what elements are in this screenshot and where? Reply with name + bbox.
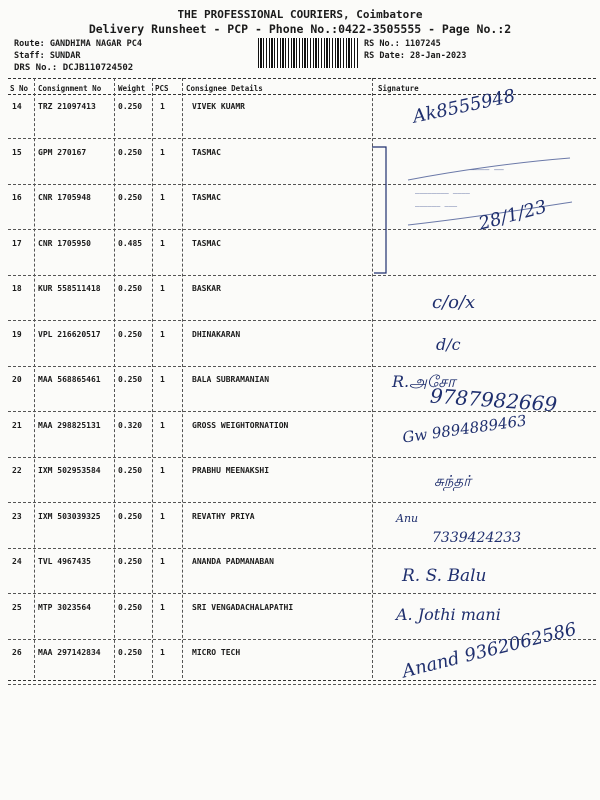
row-consignment: IXM 502953584 bbox=[38, 466, 101, 475]
barcode bbox=[258, 38, 358, 68]
bracket-mark bbox=[370, 145, 390, 275]
row-separator bbox=[8, 275, 596, 276]
signature-18: c/o/x bbox=[432, 292, 476, 313]
row-weight: 0.250 bbox=[118, 375, 143, 384]
signature-23-name: Anu bbox=[396, 512, 419, 525]
row-weight: 0.250 bbox=[118, 193, 143, 202]
row-sno: 24 bbox=[12, 557, 22, 566]
row-consignment: IXM 503039325 bbox=[38, 511, 101, 521]
col-header-weight: Weight bbox=[118, 84, 146, 93]
svg-text:—————— ———: —————— ——— bbox=[415, 202, 458, 210]
row-pcs: 1 bbox=[160, 238, 165, 248]
row-consignment: CNR 1705948 bbox=[38, 193, 91, 202]
row-sno: 21 bbox=[12, 420, 22, 430]
row-sno: 18 bbox=[12, 284, 22, 293]
row-sno: 16 bbox=[12, 193, 22, 202]
drs-number: DRS No.: DCJB110724502 bbox=[14, 63, 134, 73]
signature-26: Anand 9362062586 bbox=[400, 618, 579, 683]
row-consignment: VPL 216620517 bbox=[38, 329, 101, 339]
row-pcs: 1 bbox=[160, 375, 165, 384]
row-sno: 26 bbox=[12, 648, 22, 657]
row-weight: 0.250 bbox=[118, 147, 143, 157]
col-header-signature: Signature bbox=[378, 84, 419, 93]
runsheet-subtitle: Delivery Runsheet - PCP - Phone No.:0422-3505555 - Page No.:2 bbox=[88, 22, 512, 36]
row-pcs: 1 bbox=[160, 102, 165, 111]
row-consignee: GROSS WEIGHTORNATION bbox=[192, 420, 289, 430]
signature-22: சுந்தர் bbox=[434, 472, 472, 490]
row-weight: 0.250 bbox=[118, 602, 143, 612]
row-pcs: 1 bbox=[160, 284, 165, 293]
row-consignee: DHINAKARAN bbox=[192, 329, 241, 339]
signature-20-phone: 9787982669 bbox=[429, 383, 558, 417]
svg-text:———————— ————: ———————— ———— bbox=[415, 189, 470, 197]
row-sno: 14 bbox=[12, 102, 22, 111]
row-consignee: BASKAR bbox=[192, 284, 221, 293]
row-pcs: 1 bbox=[160, 329, 165, 339]
header-top-rule bbox=[8, 78, 596, 79]
row-sno: 20 bbox=[12, 375, 22, 384]
row-consignee: BALA SUBRAMANIAN bbox=[192, 375, 270, 384]
row-weight: 0.250 bbox=[118, 102, 143, 111]
signature-19: d/c bbox=[436, 335, 461, 354]
row-consignee: TASMAC bbox=[192, 147, 221, 157]
row-consignment: CNR 1705950 bbox=[38, 238, 91, 248]
row-weight: 0.250 bbox=[118, 284, 143, 293]
row-pcs: 1 bbox=[160, 511, 165, 521]
row-separator bbox=[8, 593, 596, 594]
table-row bbox=[0, 460, 600, 504]
row-pcs: 1 bbox=[160, 602, 165, 612]
row-sno: 25 bbox=[12, 602, 22, 612]
signature-23-phone: 7339424233 bbox=[432, 530, 522, 546]
signature-25: A. Jothi mani bbox=[396, 605, 501, 624]
row-pcs: 1 bbox=[160, 420, 165, 430]
row-consignee: SRI VENGADACHALAPATHI bbox=[192, 602, 294, 612]
row-weight: 0.250 bbox=[118, 329, 143, 339]
row-consignee: MICRO TECH bbox=[192, 648, 241, 657]
signature-24: R. S. Balu bbox=[402, 566, 487, 586]
col-header-pcs: PCS bbox=[155, 84, 169, 93]
row-separator bbox=[8, 684, 596, 685]
row-sno: 15 bbox=[12, 147, 22, 157]
row-sno: 17 bbox=[12, 238, 22, 248]
row-sno: 22 bbox=[12, 466, 22, 475]
row-sno: 23 bbox=[12, 511, 22, 521]
row-consignment: GPM 270167 bbox=[38, 147, 87, 157]
row-separator bbox=[8, 502, 596, 503]
row-pcs: 1 bbox=[160, 193, 165, 202]
row-separator bbox=[8, 320, 596, 321]
route-label: Route: GANDHIMA NAGAR PC4 bbox=[14, 39, 142, 49]
row-consignee: PRABHU MEENAKSHI bbox=[192, 466, 270, 475]
row-weight: 0.250 bbox=[118, 557, 143, 566]
col-header-sno: S No bbox=[10, 84, 29, 93]
row-consignment: MAA 298825131 bbox=[38, 420, 101, 430]
row-consignee: TASMAC bbox=[192, 193, 221, 202]
row-consignment: TVL 4967435 bbox=[38, 557, 91, 566]
col-header-consignee: Consignee Details bbox=[186, 84, 263, 93]
company-title: THE PROFESSIONAL COURIERS, Coimbatore bbox=[177, 8, 423, 21]
row-consignee: TASMAC bbox=[192, 238, 221, 248]
row-pcs: 1 bbox=[160, 466, 165, 475]
signature-21: Gw 9894889463 bbox=[401, 411, 528, 447]
row-pcs: 1 bbox=[160, 147, 165, 157]
row-consignment: KUR 558511418 bbox=[38, 284, 101, 293]
rs-date: RS Date: 28-Jan-2023 bbox=[364, 51, 467, 61]
row-consignment: TRZ 21097413 bbox=[38, 102, 96, 111]
table-row bbox=[0, 324, 600, 368]
row-separator bbox=[8, 366, 596, 367]
row-weight: 0.250 bbox=[118, 466, 143, 475]
row-weight: 0.320 bbox=[118, 420, 143, 430]
row-consignment: MTP 3023564 bbox=[38, 602, 91, 612]
row-sno: 19 bbox=[12, 329, 22, 339]
footer-rule bbox=[8, 680, 596, 681]
row-consignee: VIVEK KUAMR bbox=[192, 102, 245, 111]
row-weight: 0.485 bbox=[118, 238, 143, 248]
row-separator bbox=[8, 457, 596, 458]
rs-number: RS No.: 1107245 bbox=[364, 39, 441, 49]
row-separator bbox=[8, 138, 596, 139]
signature-17: 28/1/23 bbox=[476, 196, 549, 235]
row-consignment: MAA 297142834 bbox=[38, 648, 101, 657]
row-pcs: 1 bbox=[160, 557, 165, 566]
row-pcs: 1 bbox=[160, 648, 165, 657]
row-consignee: ANANDA PADMANABAN bbox=[192, 557, 274, 566]
staff-label: Staff: SUNDAR bbox=[14, 51, 81, 61]
col-header-consignment: Consignment No bbox=[38, 84, 102, 93]
signature-14: Ak8555948 bbox=[410, 85, 518, 128]
row-consignee: REVATHY PRIYA bbox=[192, 511, 255, 521]
table-row bbox=[0, 278, 600, 322]
table-row bbox=[0, 551, 600, 595]
row-consignment: MAA 568865461 bbox=[38, 375, 101, 384]
row-weight: 0.250 bbox=[118, 511, 143, 521]
signature-20-name: R.அசோ bbox=[392, 372, 456, 391]
row-separator bbox=[8, 548, 596, 549]
row-weight: 0.250 bbox=[118, 648, 143, 657]
svg-text:———— ——: ———— —— bbox=[470, 165, 504, 174]
